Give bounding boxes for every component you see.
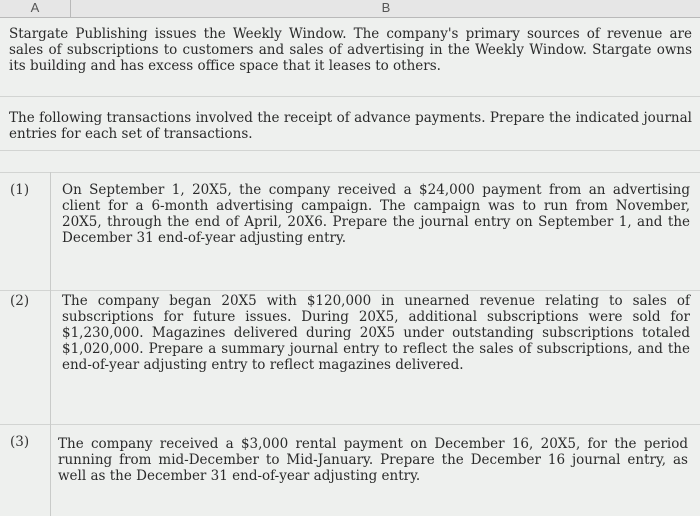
row-divider bbox=[0, 290, 700, 291]
row-divider bbox=[0, 150, 700, 151]
column-divider bbox=[50, 172, 51, 516]
column-header-a[interactable]: A bbox=[30, 0, 40, 15]
transaction-number-3: (3) bbox=[10, 434, 30, 450]
intro-paragraph: Stargate Publishing issues the Weekly Window. The company's primary sources of revenue are sales of subscriptions to customers and sales of advertising in the Weekly Window. Stargate owns its building and has excess office space that it leases to others. bbox=[9, 26, 692, 74]
instructions-paragraph: The following transactions involved the receipt of advance payments. Prepare the indicated journal entries for each set of transactions. bbox=[9, 110, 692, 142]
transaction-number-1: (1) bbox=[10, 182, 30, 198]
transaction-text-1: On September 1, 20X5, the company received a $24,000 payment from an advertising client for a 6-month advertising campaign. The campaign was to run from November, 20X5, through the end of April, 20X6. Prepare the journal entry on September 1, and the December 31 end-of-year adjusting entry. bbox=[62, 182, 690, 246]
row-divider bbox=[0, 172, 700, 173]
transaction-text-2: The company began 20X5 with $120,000 in unearned revenue relating to sales of subscriptions for future issues. During 20X5, additional subscriptions were sold for $1,230,000. Magazines delivered during 20X5 under outstanding subscriptions totaled $1,020,000. Prepare a summary journal entry to reflect the sales of subscriptions, and the end-of-year adjusting entry to reflect magazines delivered. bbox=[62, 293, 690, 373]
transaction-text-3: The company received a $3,000 rental payment on December 16, 20X5, for the period running from mid-December to Mid-January. Prepare the December 16 journal entry, as well as the December 31 end-of-year adjusting entry. bbox=[58, 436, 688, 484]
row-divider bbox=[0, 424, 700, 425]
transaction-number-2: (2) bbox=[10, 293, 30, 309]
column-header-b[interactable]: B bbox=[70, 0, 700, 17]
column-header-bar bbox=[0, 0, 700, 18]
row-divider bbox=[0, 96, 700, 97]
